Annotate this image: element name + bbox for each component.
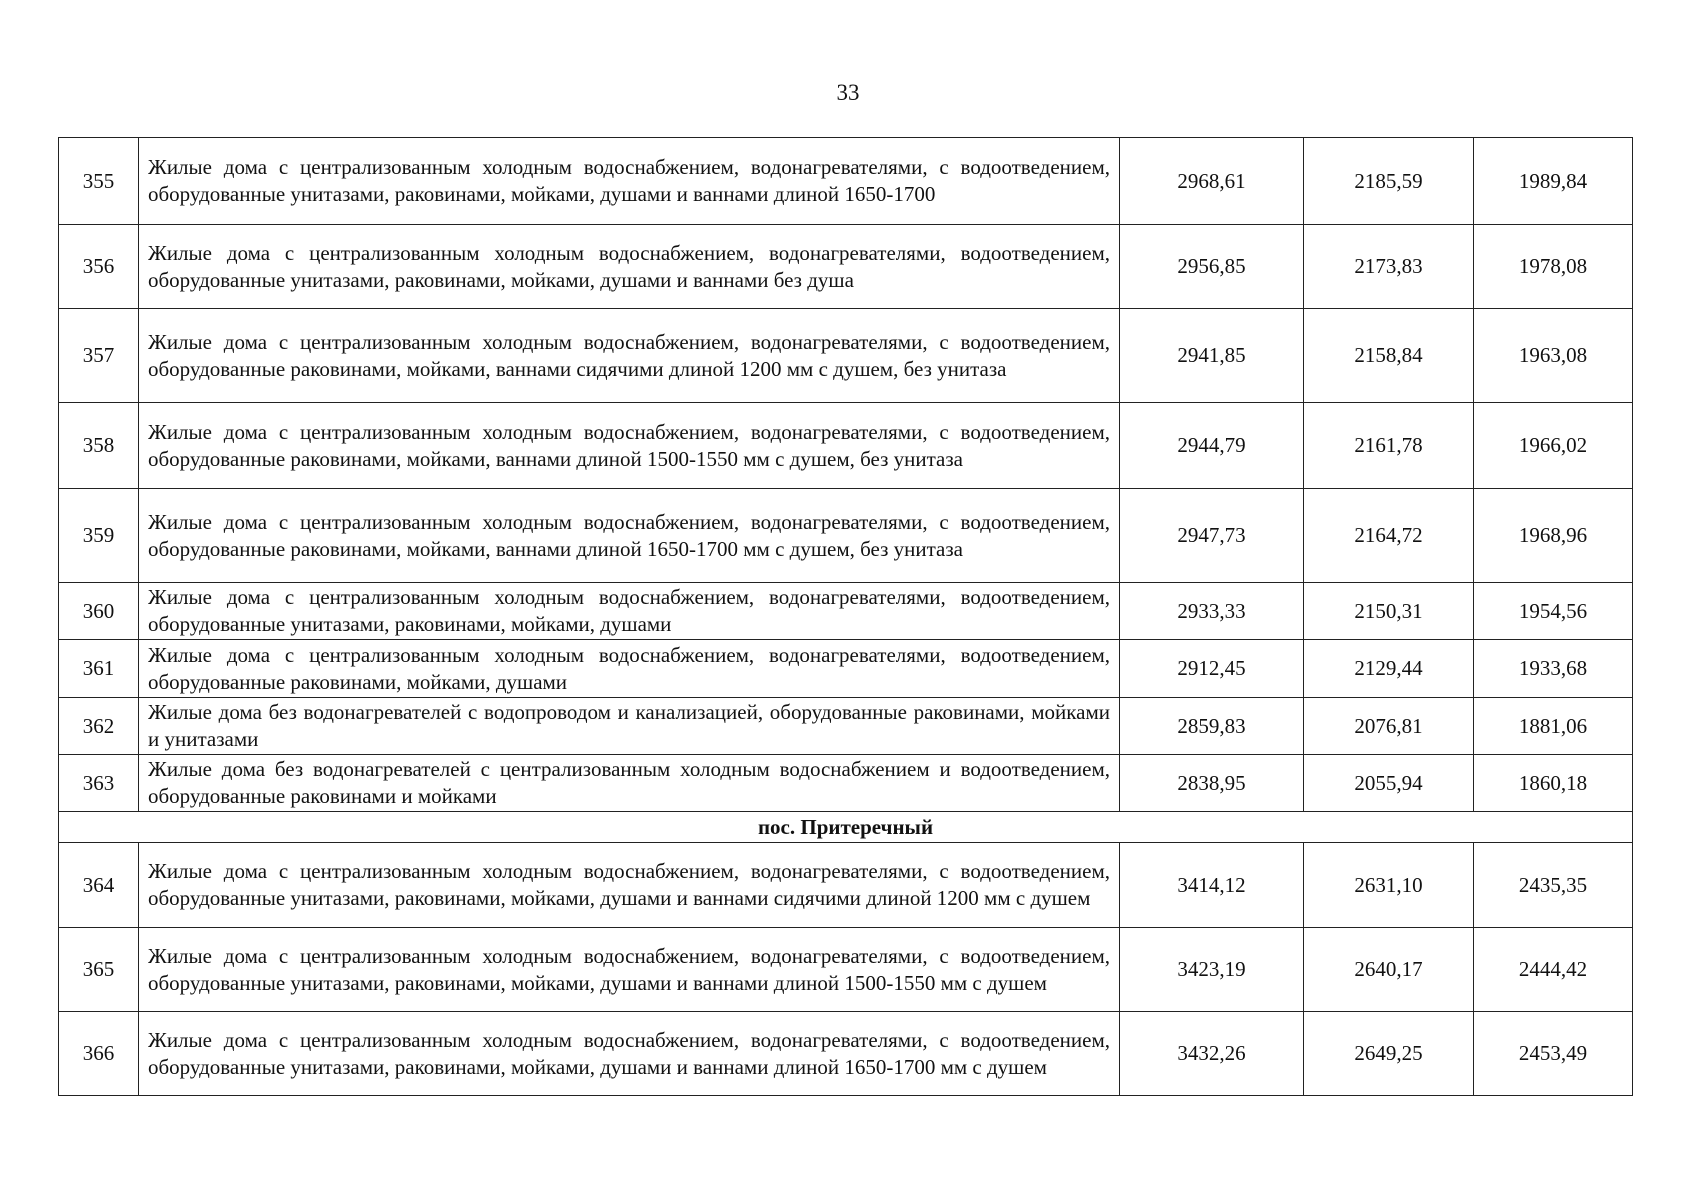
table-row — [59, 225, 1633, 309]
table-row — [59, 309, 1633, 403]
row-value-3: 1954,56 — [1474, 583, 1633, 640]
section-title: пос. Притеречный — [59, 812, 1633, 843]
row-value-1: 2956,85 — [1120, 225, 1304, 309]
row-value-2: 2649,25 — [1304, 1012, 1474, 1096]
row-value-2: 2173,83 — [1304, 225, 1474, 309]
row-value-3: 1881,06 — [1474, 698, 1633, 755]
row-value-1: 2859,83 — [1120, 698, 1304, 755]
row-description: Жилые дома с централизованным холодным водоснабжением, водонагревателями, водоотведением, оборудованные раковинами, мойками, душами — [139, 640, 1120, 698]
row-number: 355 — [59, 138, 139, 225]
row-value-3: 2453,49 — [1474, 1012, 1633, 1096]
row-number: 363 — [59, 755, 139, 812]
row-value-1: 2941,85 — [1120, 309, 1304, 403]
row-number: 364 — [59, 843, 139, 928]
row-number: 356 — [59, 225, 139, 309]
table-row — [59, 843, 1633, 928]
row-number: 365 — [59, 928, 139, 1012]
row-description: Жилые дома без водонагревателей с водопроводом и канализацией, оборудованные раковинами, мойками и унитазами — [139, 698, 1120, 755]
tariff-table — [58, 137, 1633, 1096]
row-value-2: 2129,44 — [1304, 640, 1474, 698]
row-value-1: 2933,33 — [1120, 583, 1304, 640]
row-number: 366 — [59, 1012, 139, 1096]
row-value-3: 1860,18 — [1474, 755, 1633, 812]
row-number: 361 — [59, 640, 139, 698]
row-value-1: 3432,26 — [1120, 1012, 1304, 1096]
row-description: Жилые дома с централизованным холодным водоснабжением, водонагревателями, с водоотведением, оборудованные унитазами, раковинами, мойками, душами и ваннами длиной 1500-1550 мм с душем — [139, 928, 1120, 1012]
row-number: 357 — [59, 309, 139, 403]
row-value-3: 2435,35 — [1474, 843, 1633, 928]
row-number: 359 — [59, 489, 139, 583]
row-number: 360 — [59, 583, 139, 640]
row-value-1: 3414,12 — [1120, 843, 1304, 928]
row-value-3: 1966,02 — [1474, 403, 1633, 489]
row-value-3: 1968,96 — [1474, 489, 1633, 583]
row-description: Жилые дома с централизованным холодным водоснабжением, водонагревателями, с водоотведением, оборудованные унитазами, раковинами, мойками, душами и ваннами длиной 1650-1700 мм с душем — [139, 1012, 1120, 1096]
row-value-2: 2076,81 — [1304, 698, 1474, 755]
table-row — [59, 928, 1633, 1012]
row-description: Жилые дома с централизованным холодным водоснабжением, водонагревателями, с водоотведением, оборудованные раковинами, мойками, ваннами длиной 1500-1550 мм с душем, без унитаза — [139, 403, 1120, 489]
row-description: Жилые дома с централизованным холодным водоснабжением, водонагревателями, водоотведением, оборудованные унитазами, раковинами, мойками, душами — [139, 583, 1120, 640]
table-row — [59, 755, 1633, 812]
row-value-2: 2185,59 — [1304, 138, 1474, 225]
row-description: Жилые дома без водонагревателей с централизованным холодным водоснабжением и водоотведением, оборудованные раковинами и мойками — [139, 755, 1120, 812]
row-value-2: 2055,94 — [1304, 755, 1474, 812]
row-value-2: 2640,17 — [1304, 928, 1474, 1012]
table-row — [59, 138, 1633, 225]
row-value-1: 2947,73 — [1120, 489, 1304, 583]
row-value-3: 1978,08 — [1474, 225, 1633, 309]
row-value-2: 2158,84 — [1304, 309, 1474, 403]
row-value-1: 2968,61 — [1120, 138, 1304, 225]
row-value-3: 2444,42 — [1474, 928, 1633, 1012]
row-number: 362 — [59, 698, 139, 755]
row-value-3: 1963,08 — [1474, 309, 1633, 403]
table-row — [59, 403, 1633, 489]
table-row — [59, 640, 1633, 698]
table-body — [59, 138, 1633, 1096]
table-row — [59, 698, 1633, 755]
row-value-2: 2150,31 — [1304, 583, 1474, 640]
section-header-row — [59, 812, 1633, 843]
row-value-3: 1989,84 — [1474, 138, 1633, 225]
row-description: Жилые дома с централизованным холодным водоснабжением, водонагревателями, водоотведением, оборудованные унитазами, раковинами, мойками, душами и ваннами без душа — [139, 225, 1120, 309]
row-description: Жилые дома с централизованным холодным водоснабжением, водонагревателями, с водоотведением, оборудованные раковинами, мойками, ваннами сидячими длиной 1200 мм с душем, без унитаза — [139, 309, 1120, 403]
row-value-2: 2164,72 — [1304, 489, 1474, 583]
row-value-1: 2944,79 — [1120, 403, 1304, 489]
row-description: Жилые дома с централизованным холодным водоснабжением, водонагревателями, с водоотведением, оборудованные раковинами, мойками, ваннами длиной 1650-1700 мм с душем, без унитаза — [139, 489, 1120, 583]
table-row — [59, 489, 1633, 583]
row-value-1: 3423,19 — [1120, 928, 1304, 1012]
page-number: 33 — [836, 80, 860, 105]
row-value-1: 2838,95 — [1120, 755, 1304, 812]
table-row — [59, 1012, 1633, 1096]
table-row — [59, 583, 1633, 640]
row-value-1: 2912,45 — [1120, 640, 1304, 698]
row-value-3: 1933,68 — [1474, 640, 1633, 698]
row-description: Жилые дома с централизованным холодным водоснабжением, водонагревателями, с водоотведением, оборудованные унитазами, раковинами, мойками, душами и ваннами длиной 1650-1700 — [139, 138, 1120, 225]
row-value-2: 2161,78 — [1304, 403, 1474, 489]
row-number: 358 — [59, 403, 139, 489]
row-value-2: 2631,10 — [1304, 843, 1474, 928]
row-description: Жилые дома с централизованным холодным водоснабжением, водонагревателями, с водоотведением, оборудованные унитазами, раковинами, мойками, душами и ваннами сидячими длиной 1200 мм с душем — [139, 843, 1120, 928]
